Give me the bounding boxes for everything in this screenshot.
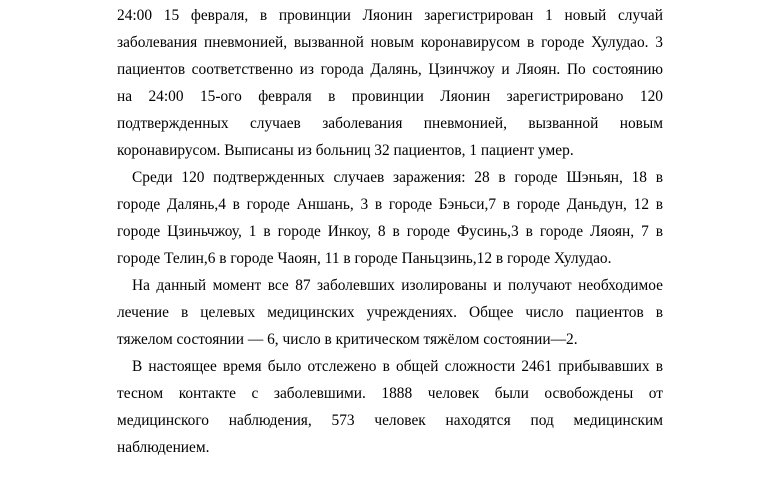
text-line: медицинского наблюдения, 573 человек находятся под медицинским bbox=[117, 412, 663, 429]
text-line: городе Телин,6 в городе Чаоян, 11 в городе Паньцзинь,12 в городе Хулудао. bbox=[117, 250, 612, 267]
paragraph-cities-breakdown bbox=[117, 164, 663, 272]
text-line: На данный момент все 87 заболевших изолированы и получают необходимое bbox=[132, 277, 663, 294]
paragraph-contacts bbox=[117, 353, 663, 461]
text-line: тяжелом состоянии — 6, число в критическом тяжёлом состоянии—2. bbox=[117, 331, 578, 348]
text-line: городе Далянь,4 в городе Аншань, 3 в городе Бэньси,7 в городе Даньдун, 12 в bbox=[117, 196, 663, 213]
paragraph-treatment bbox=[117, 272, 663, 353]
paragraph-cases-summary bbox=[117, 2, 663, 164]
text-line: на 24:00 15-ого февраля в провинции Ляонин зарегистрировано 120 bbox=[117, 88, 663, 105]
text-line: В настоящее время было отслежено в общей сложности 2461 прибывавших в bbox=[132, 358, 663, 375]
text-line: 24:00 15 февраля, в провинции Ляонин зарегистрирован 1 новый случай bbox=[117, 7, 663, 24]
text-line: подтвержденных случаев заболевания пневмонией, вызванной новым bbox=[117, 115, 663, 132]
text-line: лечение в целевых медицинских учреждениях. Общее число пациентов в bbox=[117, 304, 663, 321]
text-line: наблюдением. bbox=[117, 439, 210, 456]
text-line: коронавирусом. Выписаны из больниц 32 пациентов, 1 пациент умер. bbox=[117, 142, 574, 159]
text-line: пациентов соответственно из города Далянь, Цзинчжоу и Ляоян. По состоянию bbox=[117, 61, 663, 78]
text-line: Среди 120 подтвержденных случаев заражения: 28 в городе Шэньян, 18 в bbox=[132, 169, 663, 186]
text-line: тесном контакте с заболевшими. 1888 человек были освобождены от bbox=[117, 385, 663, 402]
document-page bbox=[117, 2, 663, 461]
text-line: заболевания пневмонией, вызванной новым коронавирусом в городе Хулудао. 3 bbox=[117, 34, 663, 51]
text-line: городе Цзиньчжоу, 1 в городе Инкоу, 8 в городе Фусинь,3 в городе Ляоян, 7 в bbox=[117, 223, 663, 240]
